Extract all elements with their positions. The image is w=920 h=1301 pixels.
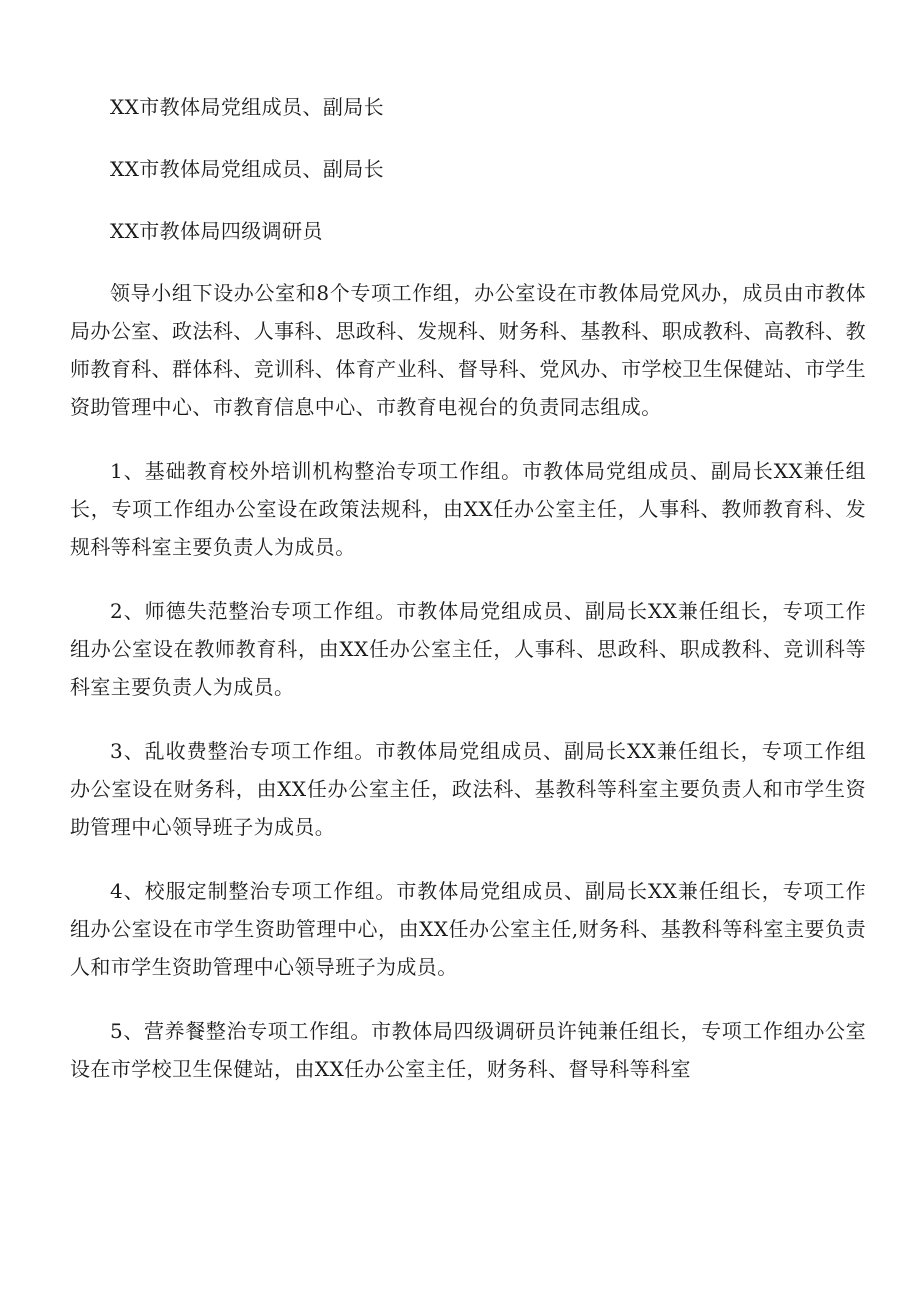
member-line-2: XX市教体局党组成员、副局长 [110, 157, 385, 181]
member-line-1: XX市教体局党组成员、副局长 [110, 95, 385, 119]
member-line-3: XX市教体局四级调研员 [110, 219, 323, 243]
group-2-paragraph: 2、师德失范整治专项工作组。市教体局党组成员、副局长XX兼任组长，专项工作组办公室设在教师教育科，由XX任办公室主任，人事科、思政科、职成教科、竞训科等科室主要负责人为成员。 [70, 599, 866, 699]
group-5-paragraph: 5、营养餐整治专项工作组。市教体局四级调研员许钝兼任组长，专项工作组办公室设在市学校卫生保健站，由XX任办公室主任，财务科、督导科等科室 [70, 1019, 866, 1081]
group-3-paragraph: 3、乱收费整治专项工作组。市教体局党组成员、副局长XX兼任组长，专项工作组办公室设在财务科，由XX任办公室主任，政法科、基教科等科室主要负责人和市学生资助管理中心领导班子为成员。 [70, 739, 866, 839]
group-1-paragraph: 1、基础教育校外培训机构整治专项工作组。市教体局党组成员、副局长XX兼任组长，专项工作组办公室设在政策法规科，由XX任办公室主任，人事科、教师教育科、发规科等科室主要负责人为成员。 [70, 459, 866, 559]
document-body [70, 88, 866, 1114]
office-paragraph: 领导小组下设办公室和8个专项工作组，办公室设在市教体局党风办，成员由市教体局办公室、政法科、人事科、思政科、发规科、财务科、基教科、职成教科、高教科、教师教育科、群体科、竞训科、体育产业科、督导科、党风办、市学校卫生保健站、市学生资助管理中心、市教育信息中心、市教育电视台的负责同志组成。 [70, 281, 866, 419]
group-4-paragraph: 4、校服定制整治专项工作组。市教体局党组成员、副局长XX兼任组长，专项工作组办公室设在市学生资助管理中心，由XX任办公室主任,财务科、基教科等科室主要负责人和市学生资助管理中心领导班子为成员。 [70, 879, 866, 979]
